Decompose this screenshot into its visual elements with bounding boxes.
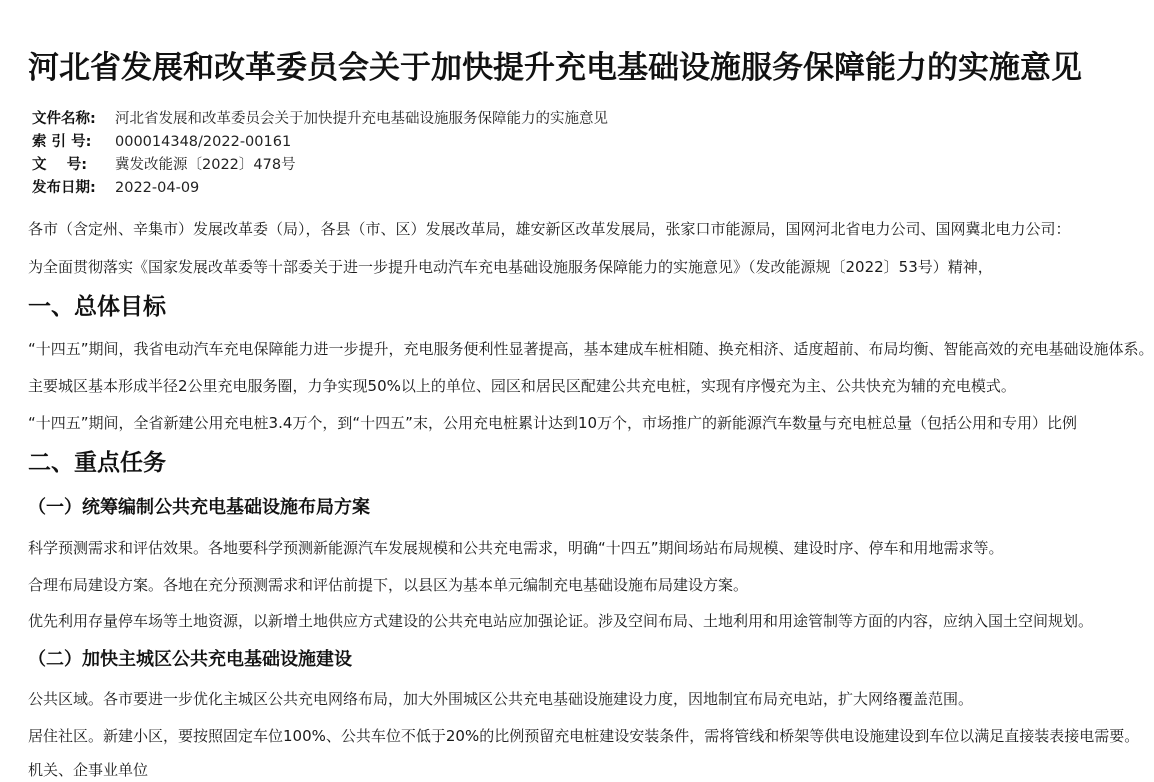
goals-paragraph: 主要城区基本形成半径2公里充电服务圈，力争实现50%以上的单位、园区和居民区配建公共充电桩，实现有序慢充为主、公共快充为辅的充电模式。 — [28, 377, 1016, 395]
urban-construction-paragraph: 居住社区。新建小区，要按照固定车位100%、公共车位不低于20%的比例预留充电桩建设安装条件，需将管线和桥架等供电设施建设到车位以满足直接装表接电需要。 — [28, 727, 1140, 745]
layout-plan-paragraph: 优先利用存量停车场等土地资源，以新增土地供应方式建设的公共充电站应加强论证。涉及空间布局、土地利用和用途管制等方面的内容，应纳入国土空间规划。 — [28, 612, 1094, 630]
section-heading-tasks: 二、重点任务 — [28, 450, 166, 476]
intro-addressees: 各市（含定州、辛集市）发展改革委（局），各县（市、区）发展改革局，雄安新区改革发展局，张家口市能源局，国网河北省电力公司、国网冀北电力公司： — [28, 220, 1071, 238]
goals-paragraph: “十四五”期间，全省新建公用充电桩3.4万个，到“十四五”末，公用充电桩累计达到10万个，市场推广的新能源汽车数量与充电桩总量（包括公用和专用）比例 — [28, 414, 1078, 432]
meta-row-index — [32, 131, 608, 154]
document-title: 河北省发展和改革委员会关于加快提升充电基础设施服务保障能力的实施意见 — [28, 50, 1082, 86]
meta-label: 文 号: — [32, 157, 87, 173]
meta-row-date — [32, 177, 608, 200]
layout-plan-paragraph: 科学预测需求和评估效果。各地要科学预测新能源汽车发展规模和公共充电需求，明确“十四五”期间场站布局规模、建设时序、停车和用地需求等。 — [28, 539, 1004, 557]
meta-label: 发布日期: — [32, 180, 96, 196]
subsection-heading-urban-construction: （二）加快主城区公共充电基础设施建设 — [28, 649, 352, 670]
meta-row-docnumber — [32, 154, 608, 177]
meta-value: 河北省发展和改革委员会关于加快提升充电基础设施服务保障能力的实施意见 — [115, 111, 608, 127]
meta-label: 文件名称: — [32, 111, 96, 127]
subsection-heading-layout-plan: （一）统筹编制公共充电基础设施布局方案 — [28, 497, 370, 518]
meta-value: 2022-04-09 — [115, 180, 200, 196]
meta-row-filename — [32, 108, 608, 131]
goals-paragraph: “十四五”期间，我省电动汽车充电保障能力进一步提升，充电服务便利性显著提高，基本建成车桩相随、换充相济、适度超前、布局均衡、智能高效的充电基础设施体系。 — [28, 340, 1154, 358]
layout-plan-paragraph: 合理布局建设方案。各地在充分预测需求和评估前提下，以县区为基本单元编制充电基础设施布局建设方案。 — [28, 576, 749, 594]
urban-construction-paragraph: 公共区域。各市要进一步优化主城区公共充电网络布局，加大外围城区公共充电基础设施建设力度，因地制宜布局充电站，扩大网络覆盖范围。 — [28, 690, 974, 708]
meta-value: 000014348/2022-00161 — [115, 134, 292, 150]
urban-construction-paragraph: 机关、企事业单位 — [28, 761, 149, 779]
meta-value: 冀发改能源〔2022〕478号 — [115, 157, 296, 173]
document-meta-table — [32, 108, 608, 200]
meta-label: 索 引 号: — [32, 134, 92, 150]
intro-paragraph: 为全面贯彻落实《国家发展改革委等十部委关于进一步提升电动汽车充电基础设施服务保障能力的实施意见》（发改能源规〔2022〕53号）精神， — [28, 258, 993, 276]
section-heading-goals: 一、总体目标 — [28, 294, 166, 320]
